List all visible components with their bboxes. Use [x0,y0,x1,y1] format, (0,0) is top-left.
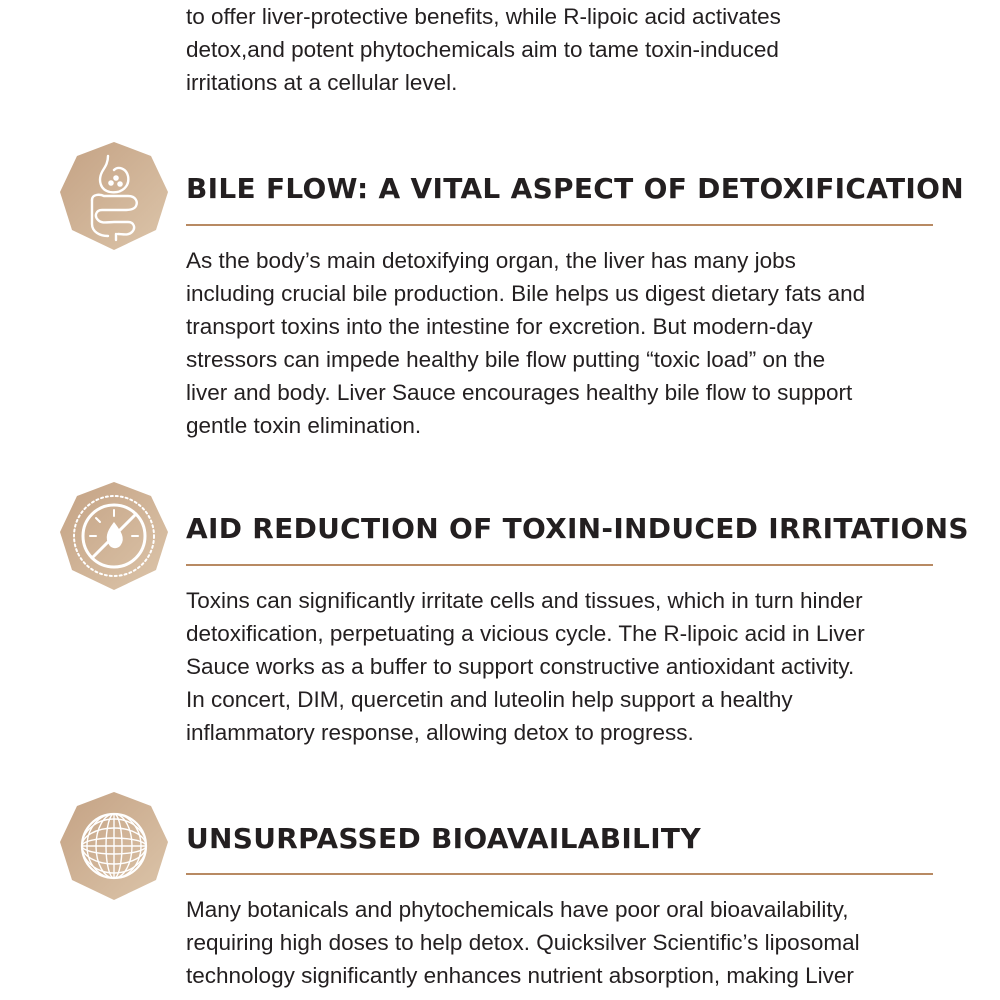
text-line: requiring high doses to help detox. Quicksilver Scientific’s liposomal [186,930,860,955]
section-heading: AID REDUCTION OF TOXIN-INDUCED IRRITATIONS [186,512,969,545]
section-heading: BILE FLOW: A VITAL ASPECT OF DETOXIFICATION [186,172,964,205]
heading-divider [186,224,933,226]
liposome-sphere-icon [58,790,170,902]
text-line: Sauce works as a buffer to support constructive antioxidant activity. [186,654,855,679]
heading-divider [186,873,933,875]
text-line: In concert, DIM, quercetin and luteolin help support a healthy [186,687,793,712]
text-line: inflammatory response, allowing detox to progress. [186,720,694,745]
text-line: gentle toxin elimination. [186,413,422,438]
digestive-system-icon [58,140,170,252]
text-line: including crucial bile production. Bile helps us digest dietary fats and [186,281,866,306]
text-line: Many botanicals and phytochemicals have poor oral bioavailability, [186,897,849,922]
text-line: to offer liver-protective benefits, while R-lipoic acid activates [186,4,781,29]
text-line: transport toxins into the intestine for excretion. But modern-day [186,314,813,339]
heading-divider [186,564,933,566]
section-paragraph [186,893,926,992]
text-line: stressors can impede healthy bile flow putting “toxic load” on the [186,347,826,372]
section-paragraph [186,584,926,749]
section-heading: UNSURPASSED BIOAVAILABILITY [186,822,701,855]
text-line: irritations at a cellular level. [186,70,458,95]
intro-paragraph [186,0,926,99]
text-line: Toxins can significantly irritate cells and tissues, which in turn hinder [186,588,863,613]
section-paragraph [186,244,926,442]
text-line: detoxification, perpetuating a vicious cycle. The R-lipoic acid in Liver [186,621,865,646]
text-line: As the body’s main detoxifying organ, the liver has many jobs [186,248,796,273]
text-line: detox,and potent phytochemicals aim to tame toxin-induced [186,37,779,62]
text-line: liver and body. Liver Sauce encourages healthy bile flow to support [186,380,853,405]
text-line: technology significantly enhances nutrient absorption, making Liver [186,963,854,988]
no-inflammation-icon [58,480,170,592]
